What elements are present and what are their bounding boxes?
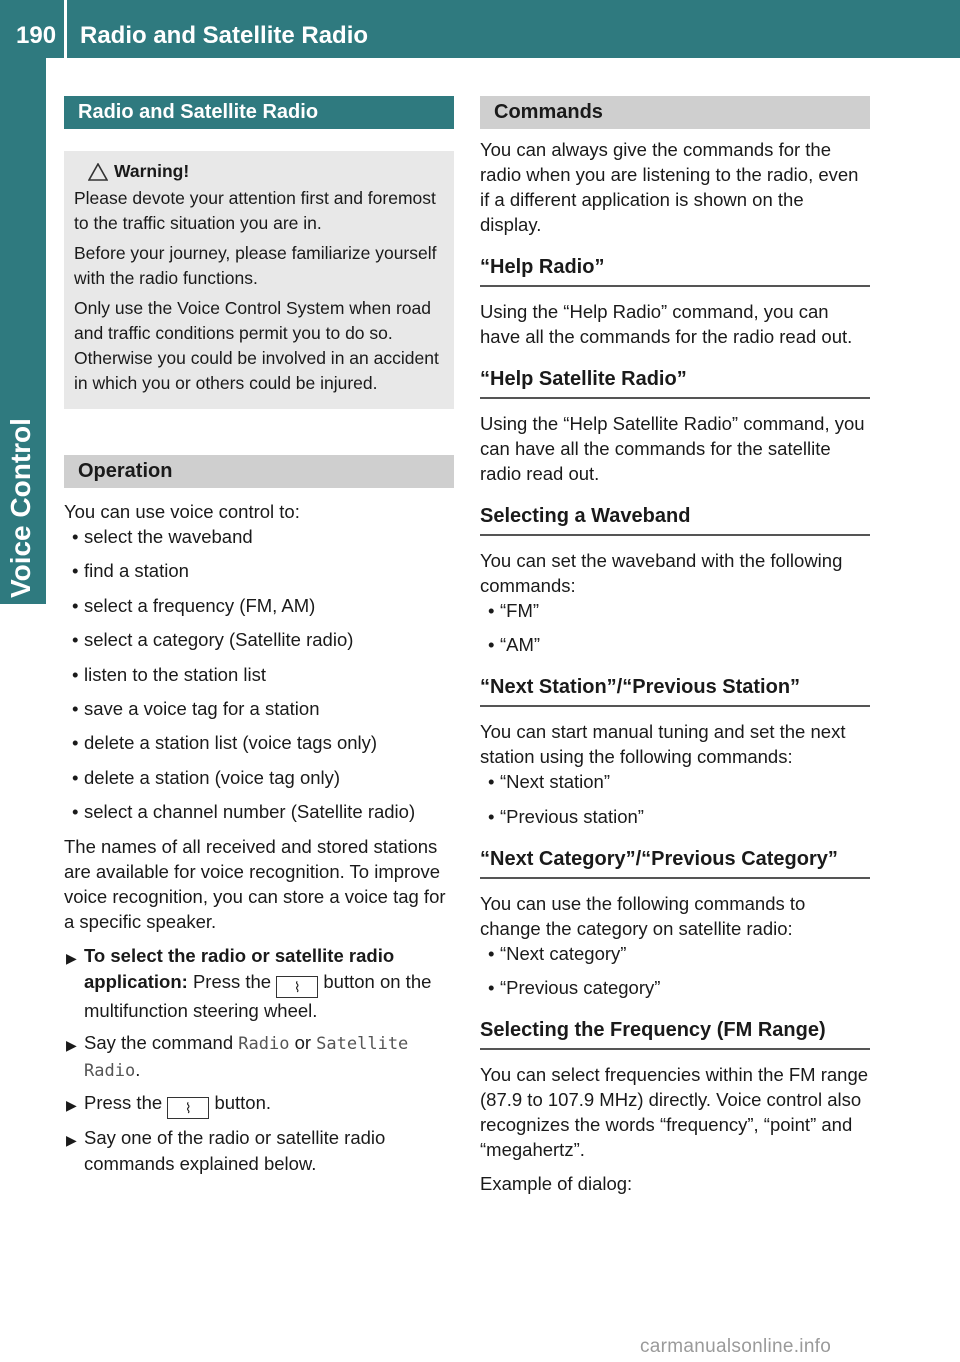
- step-arrow-icon: ▶: [66, 1036, 77, 1053]
- list-item: • select a channel number (Satellite radio): [64, 799, 454, 824]
- list-item: • “Previous category”: [480, 975, 870, 1000]
- step-4-text: Say one of the radio or satellite radio commands explained below.: [84, 1126, 386, 1174]
- waveband-heading: Selecting a Waveband: [480, 504, 870, 536]
- commands-title: Commands: [480, 96, 870, 129]
- list-item: • save a voice tag for a station: [64, 696, 454, 721]
- step-arrow-icon: ▶: [66, 949, 77, 966]
- step-2-text-a: Say the command: [84, 1031, 234, 1053]
- frequency-text: You can select frequencies within the FM range (87.9 to 107.9 MHz) directly. Voice control also recognizes the words “frequency”, “point” and “megahertz”.: [480, 1064, 869, 1161]
- waveband-text: You can set the waveband with the following commands:: [480, 550, 843, 596]
- step-item: [64, 1030, 454, 1084]
- category-heading: “Next Category”/“Previous Category”: [480, 847, 870, 879]
- list-item: • “FM”: [480, 598, 870, 623]
- operation-paragraph: The names of all received and stored stations are available for voice recognition. To improve voice recognition, you can store a voice tag for a specific speaker.: [64, 835, 446, 932]
- step-1-text-b: button on the multifunction steering wheel.: [84, 970, 432, 1021]
- station-heading: “Next Station”/“Previous Station”: [480, 675, 870, 707]
- right-column: [480, 96, 870, 1205]
- command-radio: Radio: [238, 1033, 290, 1054]
- list-item: • delete a station (voice tag only): [64, 765, 454, 790]
- list-item: • “Previous station”: [480, 804, 870, 829]
- list-item: • select a frequency (FM, AM): [64, 593, 454, 618]
- header-divider: [64, 0, 67, 58]
- step-2-end: .: [135, 1058, 141, 1080]
- list-item: • select a category (Satellite radio): [64, 627, 454, 652]
- side-tab-label: Voice Control: [5, 418, 36, 598]
- command-satellite-radio: Satellite Radio: [84, 1033, 409, 1081]
- list-item: • listen to the station list: [64, 662, 454, 687]
- step-2-or: or: [294, 1031, 312, 1053]
- warning-box: [64, 151, 454, 409]
- step-1-bold: To select the radio or satellite radio application:: [84, 944, 395, 992]
- list-item: • select the waveband: [64, 524, 454, 549]
- operation-body: [64, 499, 454, 1177]
- step-arrow-icon: ▶: [66, 1131, 77, 1148]
- section-title: Radio and Satellite Radio: [64, 96, 454, 129]
- push-to-talk-icon: ⌇: [276, 976, 318, 998]
- warning-triangle-icon: [88, 163, 108, 181]
- help-radio-text: Using the “Help Radio” command, you can have all the commands for the radio read out.: [480, 301, 853, 347]
- warning-text-3: Only use the Voice Control System when road and traffic conditions permit you to do so. Otherwise you could be involved in an accident in which you or others could be injured.: [74, 298, 439, 393]
- frequency-heading: Selecting the Frequency (FM Range): [480, 1018, 870, 1050]
- category-text: You can use the following commands to change the category on satellite radio:: [480, 892, 806, 939]
- list-item: • “Next station”: [480, 769, 870, 794]
- step-arrow-icon: ▶: [66, 1096, 77, 1113]
- list-item: • delete a station list (voice tags only): [64, 730, 454, 755]
- step-item: [64, 943, 454, 1024]
- example-label: Example of dialog:: [480, 1173, 633, 1195]
- watermark: carmanualsonline.info: [640, 1336, 832, 1357]
- warning-text-2: Before your journey, please familiarize yourself with the radio functions.: [74, 243, 437, 288]
- help-radio-heading: “Help Radio”: [480, 255, 870, 287]
- help-satellite-text: Using the “Help Satellite Radio” command, you can have all the commands for the satellite radio read out.: [480, 413, 865, 484]
- operation-title: Operation: [64, 455, 454, 488]
- step-1-text-a: Press the: [192, 970, 272, 992]
- page-header: [0, 0, 960, 58]
- step-3-text-a: Press the: [84, 1091, 163, 1113]
- commands-body: [480, 137, 870, 1196]
- operation-list: [64, 524, 454, 824]
- list-item: • find a station: [64, 558, 454, 583]
- warning-text-1: Please devote your attention first and foremost to the traffic situation you are in.: [74, 188, 436, 233]
- header-title: Radio and Satellite Radio: [80, 22, 369, 49]
- list-item: • “Next category”: [480, 941, 870, 966]
- warning-label: Warning!: [114, 161, 190, 181]
- step-item: [64, 1125, 454, 1177]
- step-item: [64, 1090, 454, 1119]
- list-item: • “AM”: [480, 632, 870, 657]
- side-tab: [0, 58, 46, 604]
- commands-text: You can always give the commands for the radio when you are listening to the radio, even if a different application is shown on the display.: [480, 139, 859, 235]
- waveband-list: [480, 598, 870, 657]
- operation-intro: You can use voice control to:: [64, 501, 300, 522]
- category-list: [480, 941, 870, 1000]
- page-number: 190: [16, 22, 57, 49]
- step-3-text-b: button.: [214, 1091, 272, 1113]
- warning-header: [74, 159, 446, 184]
- steps-list: [64, 943, 454, 1177]
- push-to-talk-icon: ⌇: [167, 1097, 209, 1119]
- station-list: [480, 769, 870, 828]
- help-satellite-heading: “Help Satellite Radio”: [480, 367, 870, 399]
- left-column: [64, 96, 454, 1183]
- station-text: You can start manual tuning and set the next station using the following commands:: [480, 721, 846, 768]
